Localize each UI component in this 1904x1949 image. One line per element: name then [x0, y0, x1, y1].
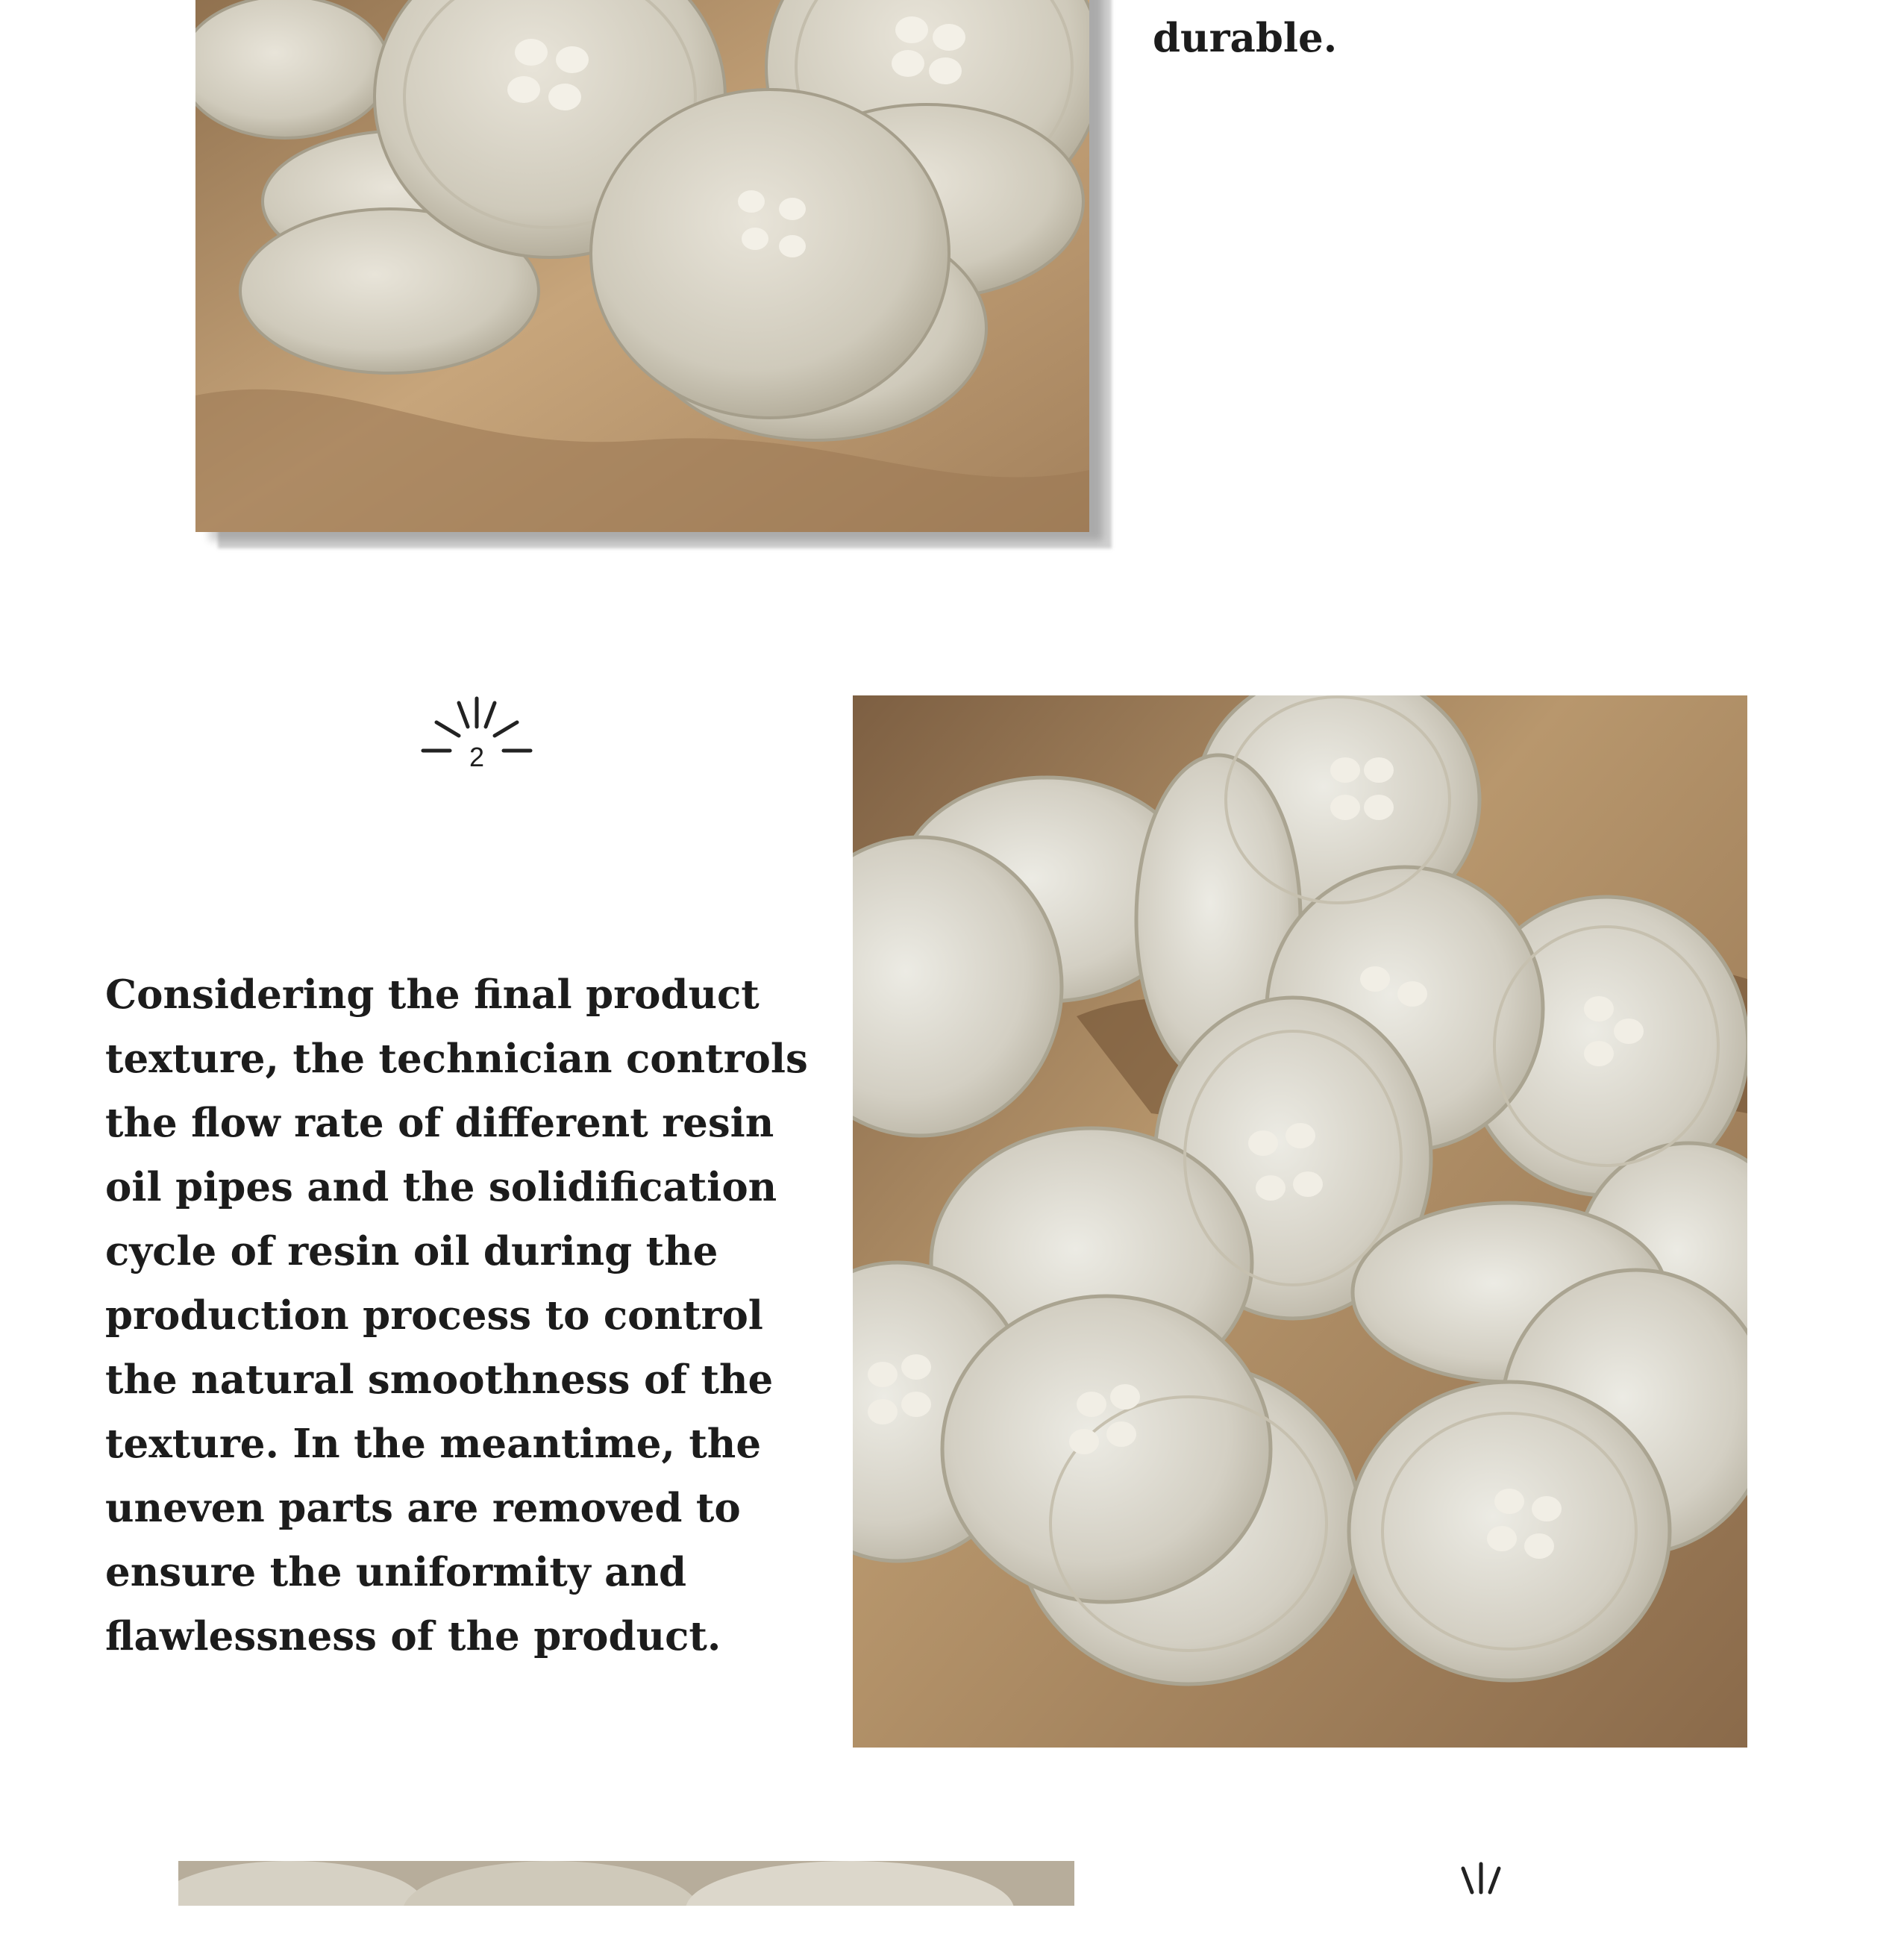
buttons-photo-middle [853, 695, 1747, 1748]
buttons-photo-top [195, 0, 1089, 532]
step-2-marker [417, 694, 536, 783]
buttons-photo-bottom-image [178, 1861, 1074, 1906]
description-text-top: durable. [1153, 15, 1338, 61]
sunburst-icon [1421, 1859, 1541, 1949]
step-number: 2 [469, 742, 485, 772]
buttons-photo-middle-image [853, 695, 1747, 1748]
buttons-photo-top-image [195, 0, 1089, 532]
step-3-marker [1421, 1859, 1541, 1949]
description-text-middle: Considering the final product texture, the technician controls the flow rate of different resin oil pipes and the solidification cycle of resin oil during the production process to control the natural smoothness of the texture. In the meantime, the uneven parts are removed to ensure the uniformity and flawlessness of the product. [105, 972, 808, 1659]
buttons-photo-bottom [178, 1861, 1074, 1906]
